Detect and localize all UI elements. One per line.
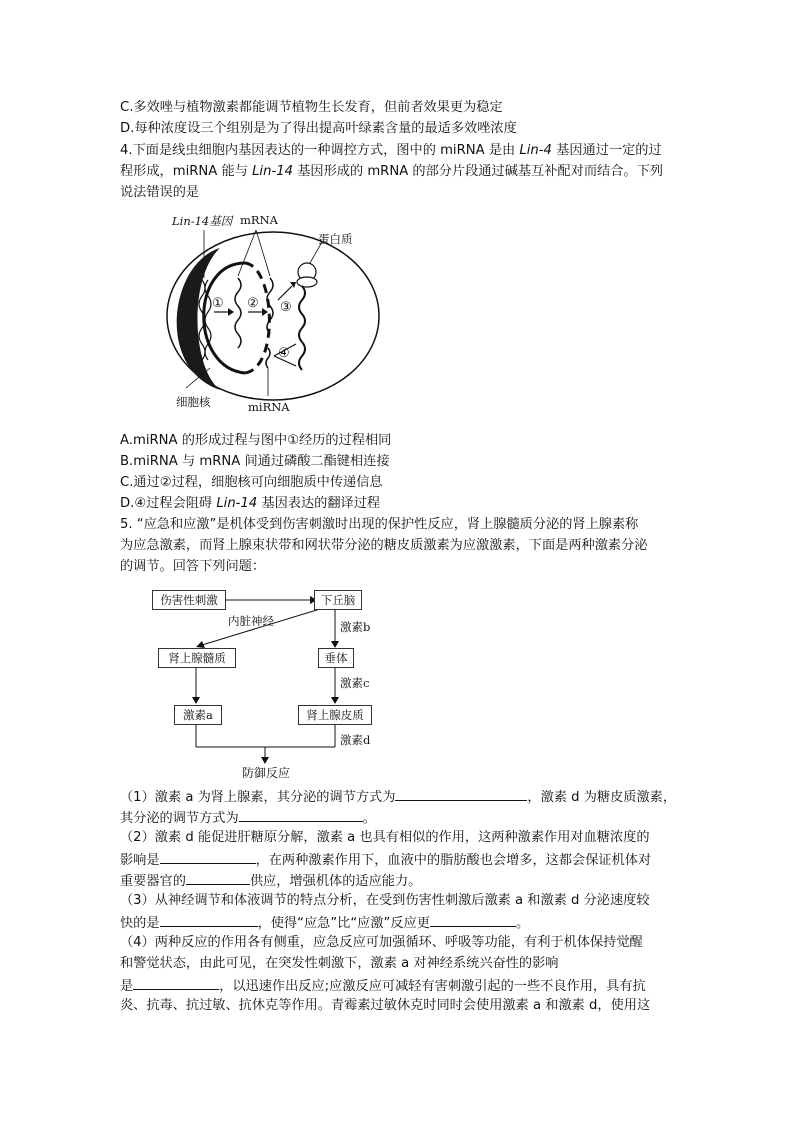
q5-part4-line3: 是 ，以迅速作出反应;应激反应可减轻有害刺激引起的一些不良作用，具有抗 [120, 974, 646, 997]
q5-line1: 5. “应急和应激”是机体受到伤害刺激时出现的保护性反应，肾上腺髓质分泌的肾上腺素称 [120, 517, 639, 532]
q5-part3-line2: 快的是 ，使得“应急”比“应激”反应更 。 [120, 911, 529, 934]
option-c-prev: C.多效唑与植物激素都能调节植物生长发育，但前者效果更为稳定 [120, 100, 503, 115]
q4-option-a: A.miRNA 的形成过程与图中①经历的过程相同 [120, 433, 392, 448]
answer-blank[interactable] [395, 785, 527, 801]
q4-option-b: B.miRNA 与 mRNA 间通过磷酸二酯键相连接 [120, 454, 390, 469]
q4-option-c: C.通过②过程，细胞核可向细胞质中传递信息 [120, 475, 383, 490]
answer-blank[interactable] [186, 869, 250, 885]
q4-line2: 程形成，miRNA 能与 Lin-14 基因形成的 mRNA 的部分片段通过碱基互补配对而结合。下列 [120, 164, 663, 179]
label-hormone-b: 激素b [340, 620, 371, 634]
box-hormone-a: 激素a [174, 705, 222, 725]
answer-blank[interactable] [430, 911, 516, 927]
option-d-prev: D.每种浓度设三个组别是为了得出提高叶绿素含量的最适多效唑浓度 [120, 121, 517, 136]
q5-part2-line1: （2）激素 d 能促进肝糖原分解，激素 a 也具有相似的作用，这两种激素作用对血糖浓度的 [120, 830, 650, 845]
q5-part1-line1: （1）激素 a 为肾上腺素，其分泌的调节方式为 ，激素 d 为糖皮质激素， [120, 785, 676, 808]
label-hormone-c: 激素c [340, 676, 370, 690]
box-pituitary: 垂体 [318, 648, 354, 668]
label-step-4: ④ [278, 346, 290, 361]
answer-blank[interactable] [160, 911, 258, 927]
q4-line1: 4.下面是线虫细胞内基因表达的一种调控方式，图中的 miRNA 是由 Lin-4 基因通过一定的过 [120, 143, 662, 158]
label-mirna: miRNA [248, 400, 290, 414]
q5-part1-line2: 其分泌的调节方式为 。 [120, 806, 376, 829]
hormone-flowchart [150, 585, 380, 780]
q5-part4-line2: 和警觉状态，由此可见，在突发性刺激下，激素 a 对神经系统兴奋性的影响 [120, 956, 559, 971]
answer-blank[interactable] [239, 806, 363, 822]
label-defense: 防御反应 [242, 766, 291, 780]
box-adrenal-cortex: 肾上腺皮质 [298, 705, 372, 725]
q4-line3: 说法错误的是 [120, 185, 200, 200]
q5-line3: 的调节。回答下列问题： [120, 559, 266, 574]
label-step-1: ① [212, 296, 224, 311]
q5-part2-line3: 重要器官的 供应，增强机体的适应能力。 [120, 869, 421, 892]
q5-part4-line4: 炎、抗毒、抗过敏、抗休克等作用。青霉素过敏休克时同时会使用激素 a 和激素 d，使用这 [120, 998, 651, 1013]
label-mrna: mRNA [240, 213, 278, 227]
box-adrenal-medulla: 肾上腺髓质 [158, 648, 236, 668]
label-hormone-d: 激素d [340, 733, 371, 747]
q5-part4-line1: （4）两种反应的作用各有侧重，应急反应可加强循环、呼吸等功能，有利于机体保持觉醒 [120, 935, 643, 950]
label-step-2: ② [247, 296, 259, 311]
q4-option-d: D.④过程会阻碍 Lin-14 基因表达的翻译过程 [120, 496, 381, 511]
q5-part3-line1: （3）从神经调节和体液调节的特点分析，在受到伤害性刺激后激素 a 和激素 d 分泌速度较 [120, 893, 650, 908]
box-hypothalamus: 下丘脑 [314, 590, 362, 610]
label-nucleus: 细胞核 [176, 395, 211, 409]
label-visceral-nerve: 内脏神经 [228, 614, 274, 628]
gene-expression-figure [150, 208, 380, 418]
answer-blank[interactable] [133, 974, 219, 990]
label-protein: 蛋白质 [318, 232, 353, 246]
q5-line2: 为应急激素，而肾上腺束状带和网状带分泌的糖皮质激素为应激激素，下面是两种激素分泌 [120, 538, 648, 553]
label-step-3: ③ [280, 300, 292, 315]
answer-blank[interactable] [160, 848, 256, 864]
box-stimulus: 伤害性刺激 [152, 590, 226, 610]
q5-part2-line2: 影响是 ，在两种激素作用下，血液中的脂肪酸也会增多，这都会保证机体对 [120, 848, 651, 871]
label-lin14-gene: Lin-14基因 [172, 214, 233, 228]
